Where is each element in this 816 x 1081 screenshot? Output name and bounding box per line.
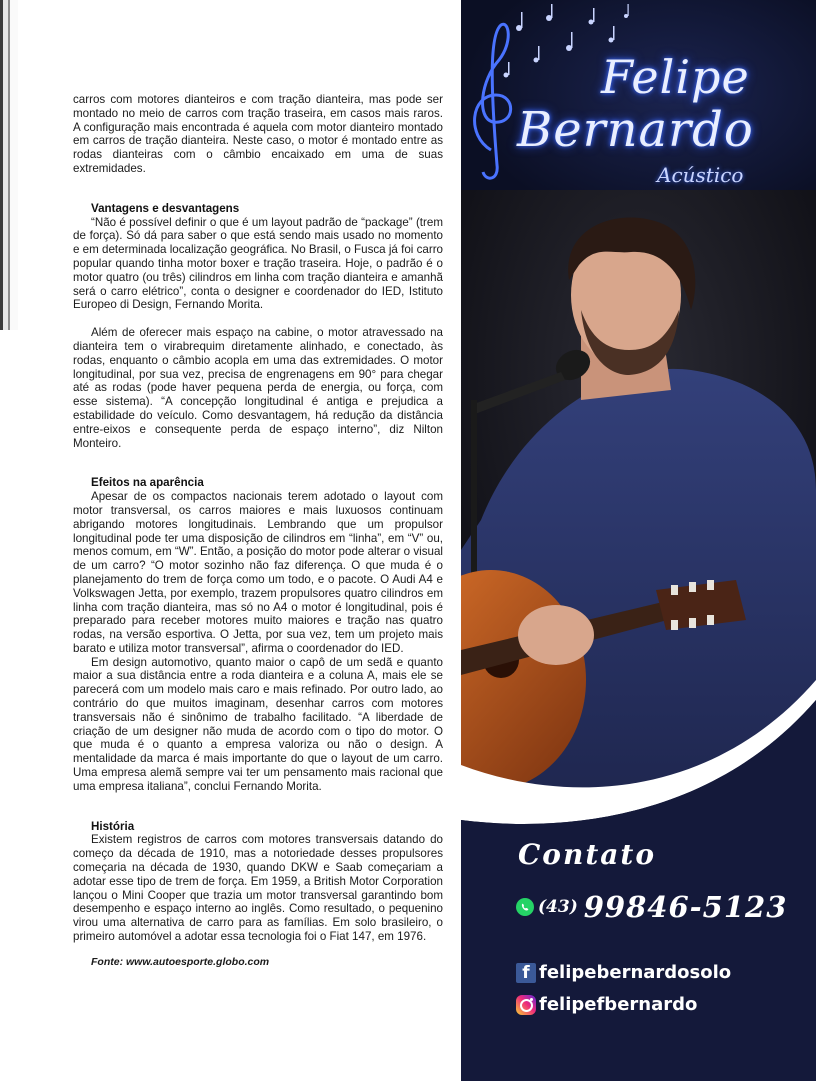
section-heading-historia: História [91, 819, 135, 833]
white-swoosh-decoration [461, 640, 816, 840]
source-credit: Fonte: www.autoesporte.globo.com [91, 955, 270, 968]
whatsapp-icon [516, 898, 534, 916]
paragraph: Além de oferecer mais espaço na cabine, o motor atravessado na dianteira tem o virabrequim diretamente alinhado, e conectado, às rodas, enquanto o câmbio acopla em uma das extremidades. O motor longitudinal, por sua vez, precisa de engrenagens em 90° para chegar até as rodas (pode haver pequena perda de energia, ou força, com esse sistema). “A concepção longitudinal é antiga e prejudica a estabilidade do veículo. Como desvantagem, há redução da distância entre-eixos e consequente perda de espaço interno”, diz Nilton Monteiro. [73, 326, 443, 450]
instagram-contact [516, 994, 697, 1015]
article-intro: carros com motores dianteiros e com tração dianteira, mas pode ser montado no meio de carros com tração traseira, em casos mais raros. A configuração mais encontrada é aquela com motor dianteiro montado em carros de tração dianteira. Neste caso, o motor é montado entre as rodas dianteiras com o câmbio encaixado em uma de suas extremidades. [73, 93, 443, 175]
facebook-contact [516, 962, 731, 983]
paragraph: Em design automotivo, quanto maior o capô de um sedã e quanto maior a sua distância entre a roda dianteira e a coluna A, mais ele se parecerá com um modelo mais caro e mais refinado. Por outro lado, ao contrário do que muitos imaginam, desenhar carros com motores transversais não é sinônimo de trabalho facilitado. “A liberdade de criação de um designer não muda de acordo com o tipo do motor. O que muda é o quanto a empresa valoriza ou não o design. A mentalidade da marca é mais importante do que o layout de um carro. Uma empresa alemã sempre vai ter um pensamento mais racional que uma empresa italiana”, conclui Fernando Morita. [73, 655, 443, 793]
treble-clef-icon [475, 24, 511, 178]
instagram-handle: felipefbernardo [539, 994, 698, 1015]
paragraph: Existem registros de carros com motores transversais datando do começo da década de 1910, mas a notoriedade desses propulsores começaria na década de 1930, quando DKW e Saab começariam a adotar esse tipo de trem de força. Em 1959, a British Motor Corporation lançou o Mini Cooper que trazia um motor transversal garantindo bom desempenho e espaço interno ao inglês. Como resultado, o pequenino virou uma alternativa de carro para as famílias. Em solo brasileiro, o primeiro automóvel a adotar essa tecnologia foi o Fiat 147, em 1976. [73, 833, 443, 944]
section-heading-efeitos: Efeitos na aparência [91, 476, 204, 490]
logo-acustico: Acústico [657, 163, 744, 187]
instagram-icon [516, 995, 536, 1015]
previous-page-edge [0, 0, 18, 330]
section-heading-vantagens: Vantagens e desvantagens [91, 201, 240, 215]
phone-area-code: (43) [538, 897, 578, 917]
facebook-handle: felipebernardosolo [539, 962, 732, 983]
phone-number: 99846-5123 [583, 890, 788, 924]
facebook-icon: f [516, 963, 536, 983]
advertisement-panel [461, 0, 816, 1081]
logo-bernardo: Bernardo [517, 102, 754, 158]
phone-contact [516, 890, 787, 924]
logo-felipe: Felipe [601, 50, 750, 104]
paragraph: Apesar de os compactos nacionais terem adotado o layout com motor transversal, os carros maiores e mais luxuosos continuam abrigando motores longitudinais. Lembrando que um propulsor longitudinal pode ter uma disposição de cilindros em “linha”, em “V” ou, menos comum, em “W”. Então, a posição do motor pode alterar o visual de um carro? “O motor sozinho não faz diferença. O que muda é o planejamento do trem de força como um todo, e o pacote. O Audi A4 e Volkswagen Jetta, por exemplo, trazem propulsores quatro cilindros em linha com tração dianteira, mas só no A4 o motor é longitudinal, pois é preparado para receber motores muito maiores e tração nas quatro rodas, na versão esportiva. O Jetta, por sua vez, tem um projeto mais barato e utiliza motor transversal”, afirma o coordenador do IED. [73, 490, 443, 655]
paragraph: “Não é possível definir o que é um layout padrão de “package” (trem de força). Só dá para saber o que está sendo mais usado no momento e em determinada localização geográfica. No Brasil, o Fusca já foi carro popular quando tinha motor boxer e tração traseira. Hoje, o padrão é o motor quatro (ou três) cilindros em linha com tração dianteira e amanhã será o carro elétrico”, conta o designer e coordenador do IED, Istituto Europeo di Design, Fernando Morita. [73, 215, 443, 312]
article-column [73, 93, 443, 970]
contact-title: Contato [518, 838, 657, 871]
